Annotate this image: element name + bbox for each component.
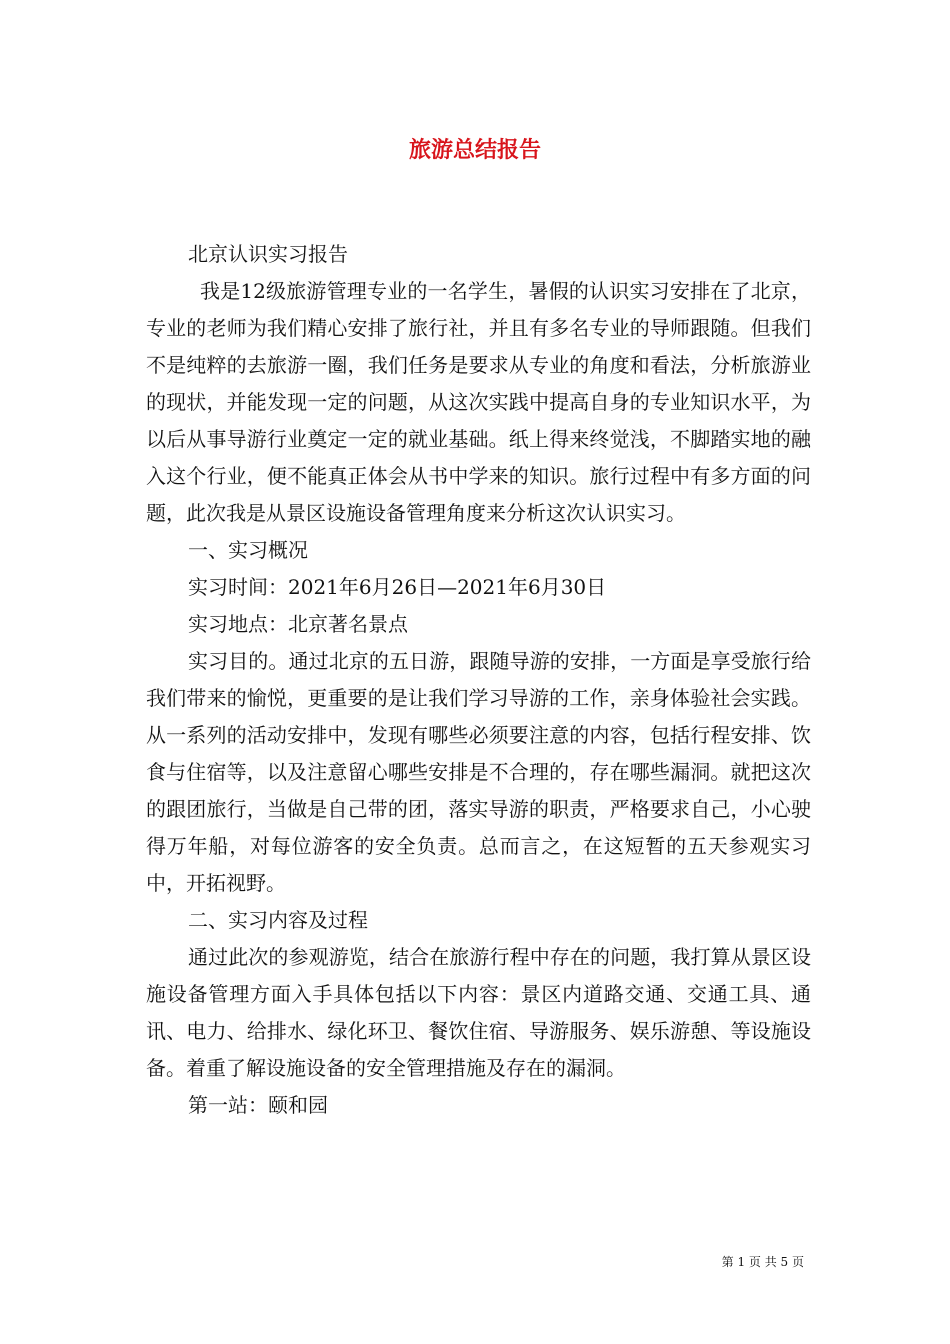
section-heading-overview: 一、实习概况 — [188, 538, 308, 562]
section-heading-content: 二、实习内容及过程 — [188, 908, 368, 932]
paragraph-internship-time: 实习时间：2021年6月26日—2021年6月30日 — [188, 575, 607, 599]
document-body — [146, 236, 811, 1124]
paragraph-first-stop: 第一站：颐和园 — [188, 1093, 328, 1117]
paragraph-intro: 我是12级旅游管理专业的一名学生，暑假的认识实习安排在了北京，专业的老师为我们精心安排了旅行社，并且有多名专业的导师跟随。但我们不是纯粹的去旅游一圈，我们任务是要求从专业的角度和看法，分析旅游业的现状，并能发现一定的问题，从这次实践中提高自身的专业知识水平，为以后从事导游行业奠定一定的就业基础。纸上得来终觉浅，不脚踏实地的融入这个行业，便不能真正体会从书中学来的知识。旅行过程中有多方面的问题，此次我是从景区设施设备管理角度来分析这次认识实习。 — [146, 279, 811, 525]
paragraph-internship-purpose: 实习目的。通过北京的五日游，跟随导游的安排，一方面是享受旅行给我们带来的愉悦，更重要的是让我们学习导游的工作，亲身体验社会实践。从一系列的活动安排中，发现有哪些必须要注意的内容，包括行程安排、饮食与住宿等，以及注意留心哪些安排是不合理的，存在哪些漏洞。就把这次的跟团旅行，当做是自己带的团，落实导游的职责，严格要求自己，小心驶得万年船，对每位游客的安全负责。总而言之，在这短暂的五天参观实习中，开拓视野。 — [146, 649, 811, 895]
report-subtitle: 北京认识实习报告 — [188, 242, 348, 266]
paragraph-internship-location: 实习地点：北京著名景点 — [188, 612, 408, 636]
document-title: 旅游总结报告 — [408, 137, 541, 163]
page-number-footer: 第 1 页 共 5 页 — [721, 1255, 804, 1269]
paragraph-content-process: 通过此次的参观游览，结合在旅游行程中存在的问题，我打算从景区设施设备管理方面入手具体包括以下内容：景区内道路交通、交通工具、通讯、电力、给排水、绿化环卫、餐饮住宿、导游服务、娱乐游憩、等设施设备。着重了解设施设备的安全管理措施及存在的漏洞。 — [146, 945, 811, 1080]
